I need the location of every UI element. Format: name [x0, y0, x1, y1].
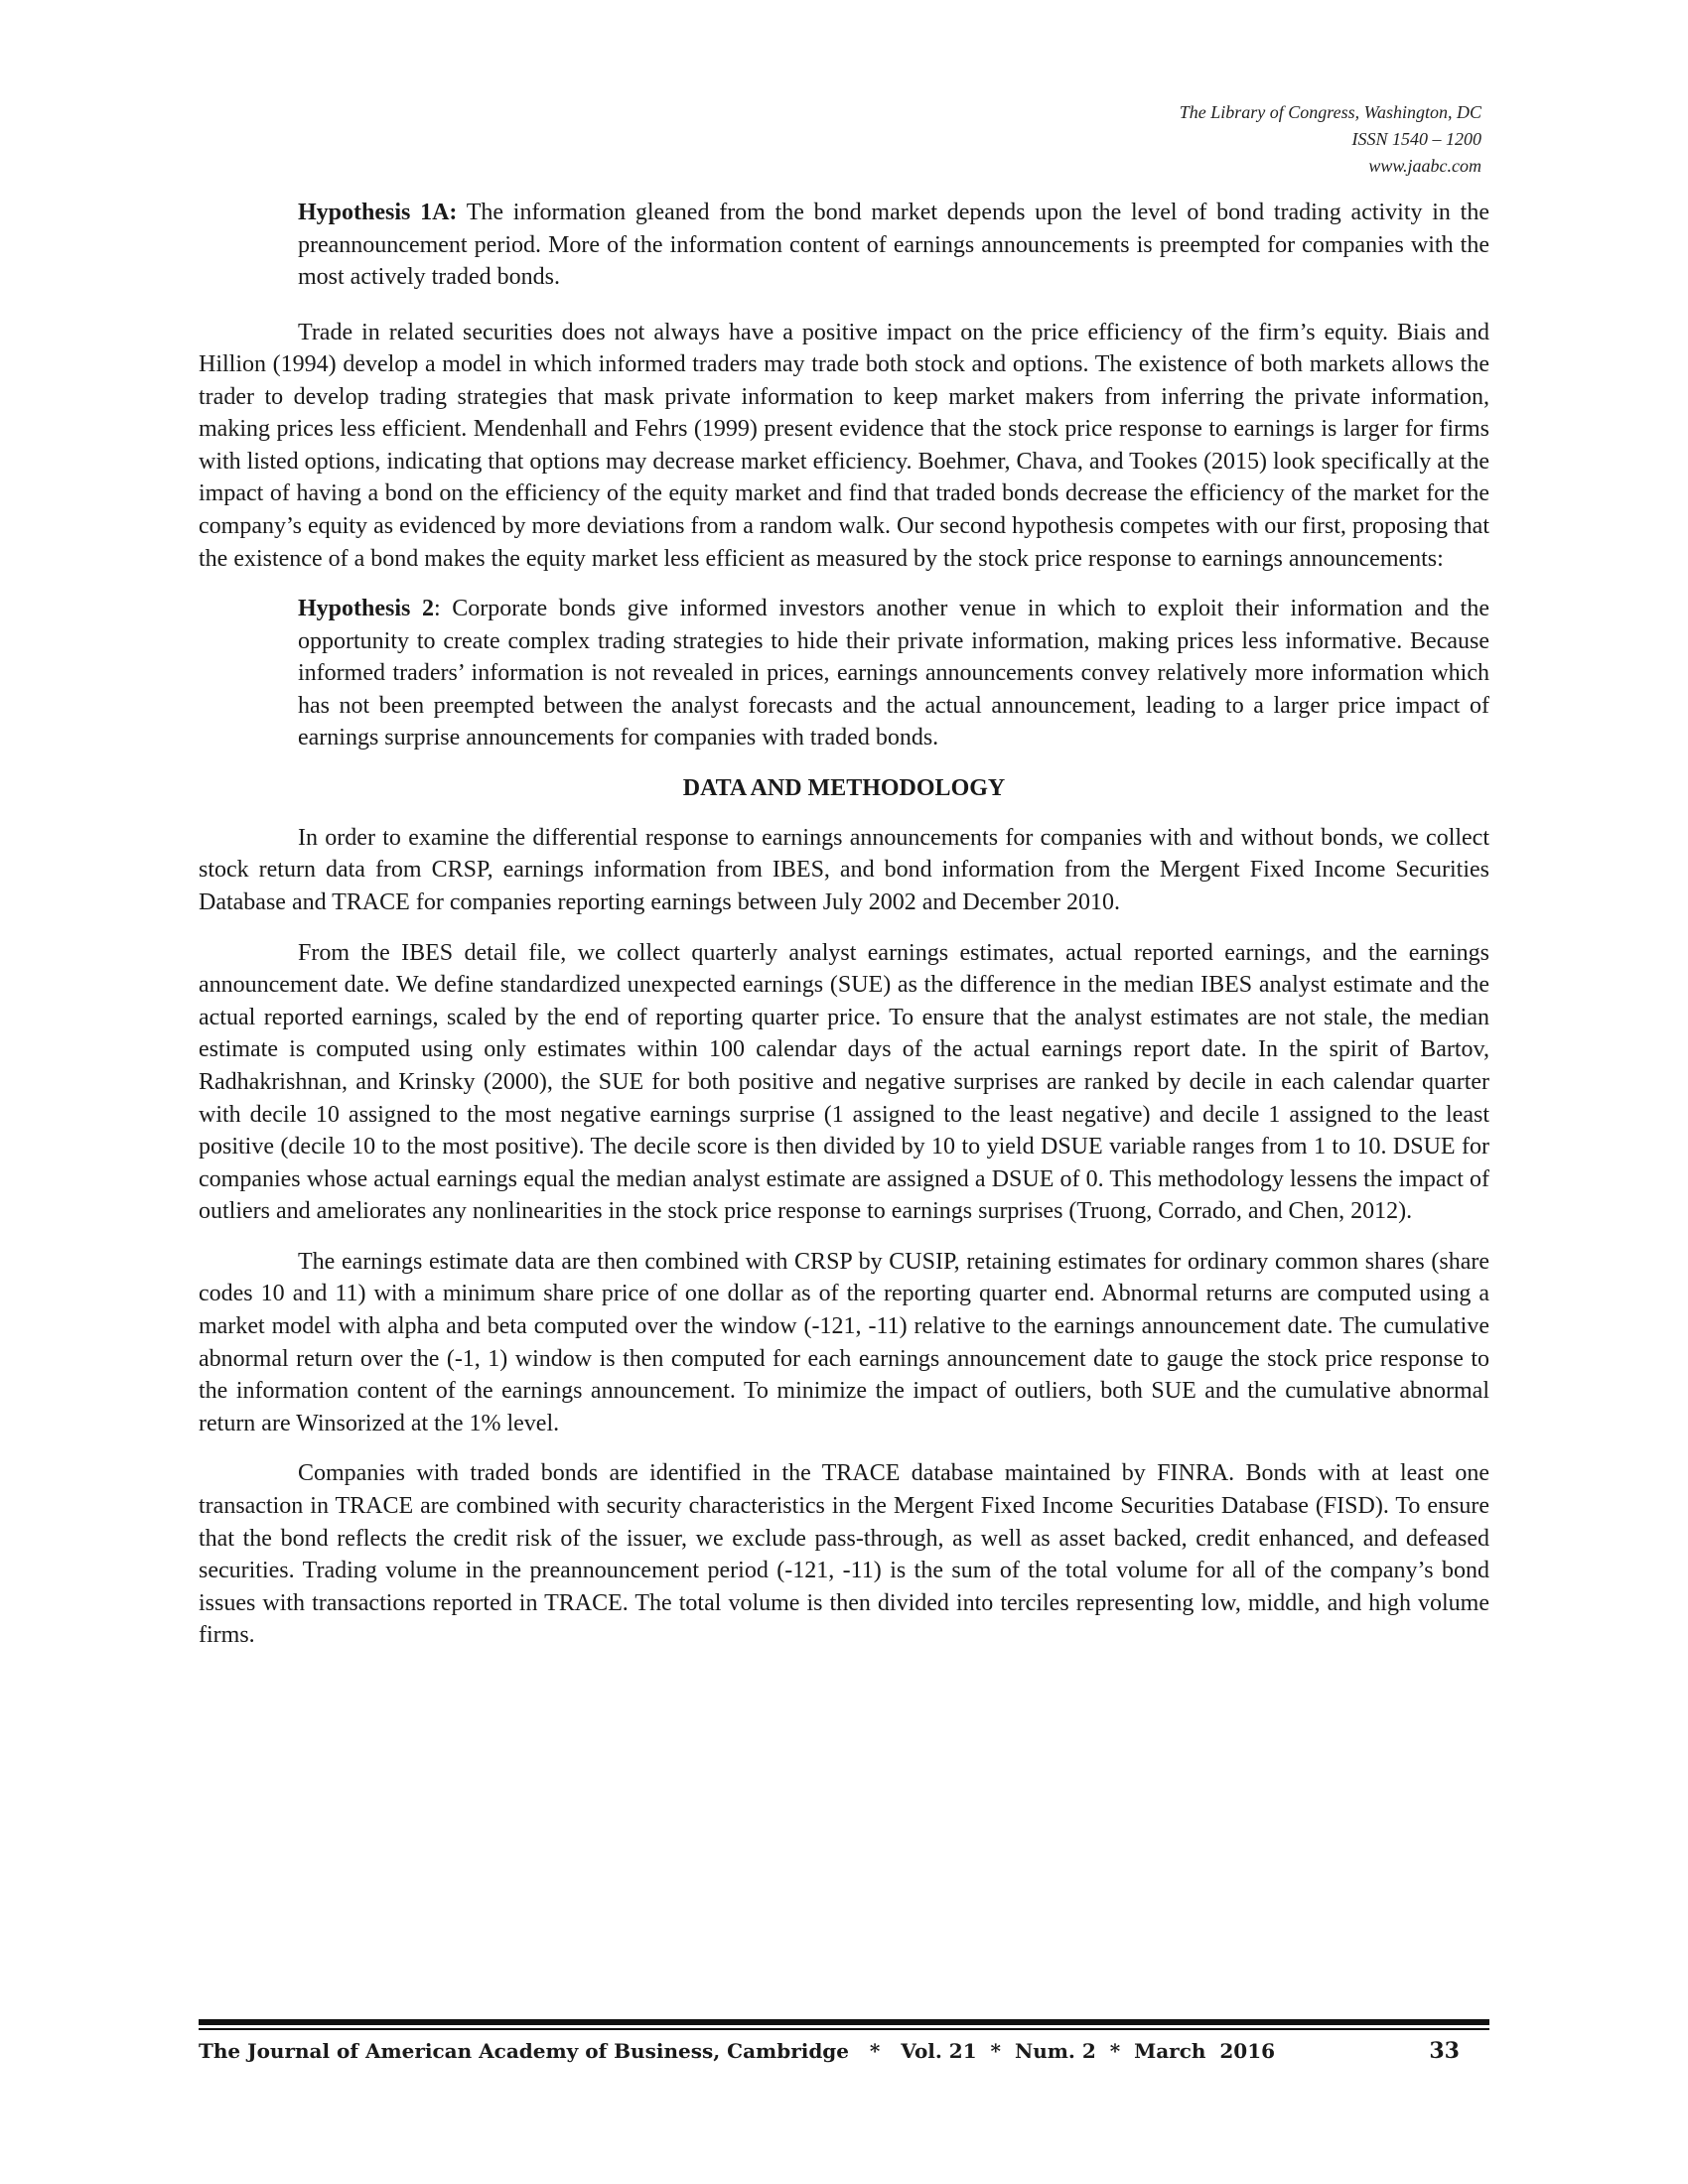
hypothesis-2-label: Hypothesis 2: [298, 596, 434, 622]
page-header: [1180, 99, 1481, 180]
paragraph-crsp-returns: The earnings estimate data are then combined with CRSP by CUSIP, retaining estimates for ordinary common shares (share codes 10 and 11) with a minimum share price of one dollar as of the reporting quarter end. Abnormal returns are computed using a market model with alpha and beta computed over the window (-121, -11) relative to the earnings announcement date. The cumulative abnormal return over the (-1, 1) window is then computed for each earnings announcement date to gauge the stock price response to the information content of the earnings announcement. To minimize the impact of outliers, both SUE and the cumulative abnormal return are Winsorized at the 1% level.: [199, 1248, 1489, 1436]
footer-rule-thick: [199, 2019, 1489, 2025]
paragraph-related-securities: Trade in related securities does not always have a positive impact on the price efficiency of the firm’s equity. Biais and Hillion (1994) develop a model in which informed traders may trade both stock and options. The existence of both markets allows the trader to develop trading strategies that mask private information to keep market makers from inferring the private information, making prices less efficient. Mendenhall and Fehrs (1999) present evidence that the stock price response to earnings is larger for firms with listed options, indicating that options may decrease market efficiency. Boehmer, Chava, and Tookes (2015) look specifically at the impact of having a bond on the efficiency of the equity market and find that traded bonds decrease the efficiency of the market for the company’s equity as evidenced by more deviations from a random walk. Our second hypothesis competes with our first, proposing that the existence of a bond makes the equity market less efficient as measured by the stock price response to earnings announcements:: [199, 319, 1489, 572]
footer-rule-thin: [199, 2028, 1489, 2030]
hypothesis-1a-label: Hypothesis 1A:: [298, 200, 458, 225]
section-heading: DATA AND METHODOLOGY: [682, 774, 1006, 801]
hypothesis-1a: [298, 197, 1489, 294]
hypothesis-2-text: : Corporate bonds give informed investors another venue in which to exploit their information and the opportunity to create complex trading strategies to hide their private information, making prices less informative. Because informed traders’ information is not revealed in prices, earnings announcements convey relatively more information which has not been preempted between the analyst forecasts and the actual announcement, leading to a larger price impact of earnings surprise announcements for companies with traded bonds.: [298, 596, 1489, 751]
paragraph-trace-bonds: Companies with traded bonds are identified in the TRACE database maintained by FINRA. Bonds with at least one transaction in TRACE are combined with security characteristics in the Mergent Fixed Income Securities Database (FISD). To ensure that the bond reflects the credit risk of the issuer, we exclude pass-through, as well as asset backed, credit enhanced, and defeased securities. Trading volume in the preannouncement period (-121, -11) is the sum of the total volume for all of the company’s bond issues with transactions reported in TRACE. The total volume is then divided into terciles representing low, middle, and high volume firms.: [199, 1460, 1489, 1649]
hypothesis-2: [298, 593, 1489, 754]
header-publisher: The Library of Congress, Washington, DC: [1179, 102, 1481, 122]
paragraph-ibes-sue: From the IBES detail file, we collect quarterly analyst earnings estimates, actual reported earnings, and the earnings announcement date. We define standardized unexpected earnings (SUE) as the difference in the median IBES analyst estimate and the actual reported earnings, scaled by the end of reporting quarter price. To ensure that the analyst estimates are not stale, the median estimate is computed using only estimates within 100 calendar days of the actual earnings report date. In the spirit of Bartov, Radhakrishnan, and Krinsky (2000), the SUE for both positive and negative surprises are ranked by decile in each calendar quarter with decile 10 assigned to the most negative earnings surprise (1 assigned to the least negative) and decile 1 assigned to the least positive (decile 10 to the most positive). The decile score is then divided by 10 to yield DSUE variable ranges from 1 to 10. DSUE for companies whose actual earnings equal the median analyst estimate are assigned a DSUE of 0. This methodology lessens the impact of outliers and ameliorates any nonlinearities in the stock price response to earnings surprises (Truong, Corrado, and Chen, 2012).: [199, 939, 1489, 1225]
page-number: 33: [1429, 2038, 1460, 2064]
page-body: [199, 197, 1489, 1652]
footer-journal-citation: The Journal of American Academy of Business, Cambridge * Vol. 21 * Num. 2 * March 2016: [199, 2039, 1276, 2063]
hypothesis-1a-text: The information gleaned from the bond market depends upon the level of bond trading activity in the preannouncement period. More of the information content of earnings announcements is preempted for companies with the most actively traded bonds.: [298, 200, 1489, 290]
header-website: www.jaabc.com: [1368, 156, 1481, 176]
header-issn: ISSN 1540 – 1200: [1351, 129, 1481, 149]
paragraph-data-sources: In order to examine the differential response to earnings announcements for companies with and without bonds, we collect stock return data from CRSP, earnings information from IBES, and bond information from the Mergent Fixed Income Securities Database and TRACE for companies reporting earnings between July 2002 and December 2010.: [199, 824, 1489, 915]
